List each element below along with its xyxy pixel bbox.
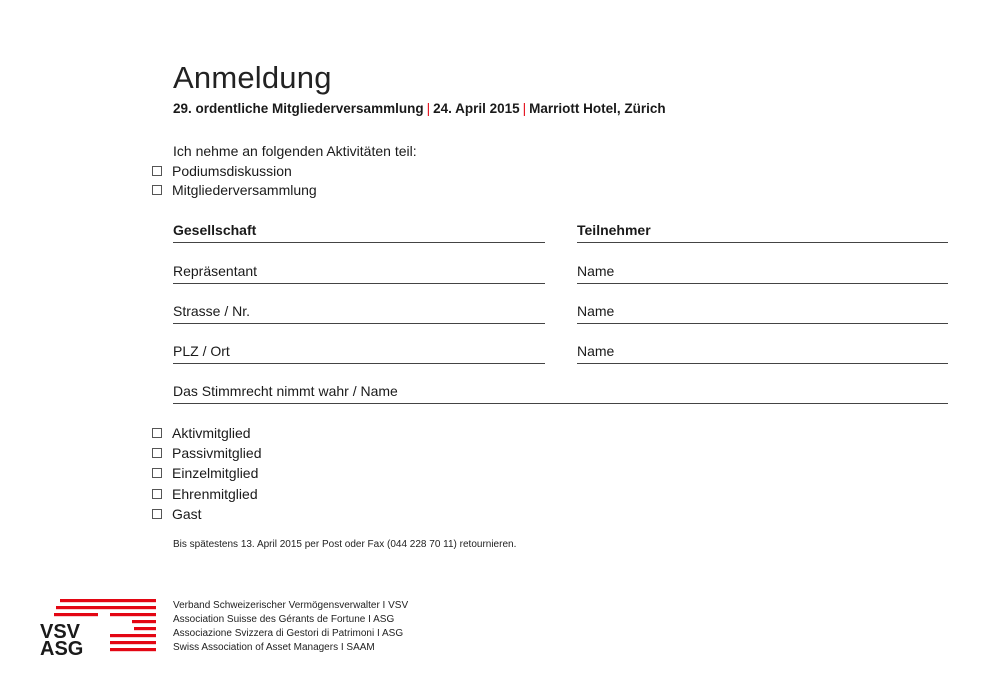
membership-option-passive[interactable] xyxy=(152,444,261,462)
checkbox[interactable] xyxy=(152,185,162,195)
event-date: 24. April 2015 xyxy=(433,101,520,116)
checkbox[interactable] xyxy=(152,489,162,499)
activities-intro: Ich nehme an folgenden Aktivitäten teil: xyxy=(173,143,417,159)
logo-text-top: VSV xyxy=(40,621,81,643)
organization-names xyxy=(173,599,408,655)
participant-name-field-3[interactable]: Name xyxy=(577,342,948,364)
separator: | xyxy=(522,101,527,116)
checkbox-label: Ehrenmitglied xyxy=(172,486,258,502)
page-title: Anmeldung xyxy=(173,60,332,95)
org-name-fr: Association Suisse des Gérants de Fortune I ASG xyxy=(173,614,395,625)
participant-heading-field[interactable]: Teilnehmer xyxy=(577,221,948,243)
separator: | xyxy=(426,101,431,116)
checkbox-label: Gast xyxy=(172,506,202,522)
event-subtitle xyxy=(173,100,666,118)
postcode-city-field[interactable]: PLZ / Ort xyxy=(173,342,545,364)
checkbox[interactable] xyxy=(152,428,162,438)
company-heading-field[interactable]: Gesellschaft xyxy=(173,221,545,243)
org-name-en: Swiss Association of Asset Managers I SAAM xyxy=(173,642,375,653)
membership-option-active[interactable] xyxy=(152,424,251,442)
vsv-asg-logo xyxy=(40,597,156,657)
return-deadline-note: Bis spätestens 13. April 2015 per Post oder Fax (044 228 70 11) retournieren. xyxy=(173,539,517,550)
checkbox[interactable] xyxy=(152,166,162,176)
street-field[interactable]: Strasse / Nr. xyxy=(173,302,545,324)
checkbox-label: Aktivmitglied xyxy=(172,425,251,441)
membership-option-individual[interactable] xyxy=(152,464,258,482)
checkbox-label: Mitgliederversammlung xyxy=(172,182,317,198)
checkbox[interactable] xyxy=(152,448,162,458)
checkbox-label: Passivmitglied xyxy=(172,445,262,461)
participant-name-field-1[interactable]: Name xyxy=(577,262,948,284)
membership-option-honorary[interactable] xyxy=(152,485,258,503)
activity-option-podium[interactable] xyxy=(152,162,292,180)
checkbox-label: Einzelmitglied xyxy=(172,465,259,481)
participant-name-field-2[interactable]: Name xyxy=(577,302,948,324)
membership-option-guest[interactable] xyxy=(152,505,202,523)
proxy-vote-field[interactable]: Das Stimmrecht nimmt wahr / Name xyxy=(173,382,948,404)
checkbox-label: Podiumsdiskussion xyxy=(172,163,292,179)
checkbox[interactable] xyxy=(152,509,162,519)
event-name: 29. ordentliche Mitgliederversammlung xyxy=(173,101,424,116)
representative-field[interactable]: Repräsentant xyxy=(173,262,545,284)
org-name-de: Verband Schweizerischer Vermögensverwalter I VSV xyxy=(173,600,409,611)
logo-text-bottom: ASG xyxy=(40,638,84,657)
org-name-it: Associazione Svizzera di Gestori di Patrimoni I ASG xyxy=(173,628,404,639)
checkbox[interactable] xyxy=(152,468,162,478)
event-venue: Marriott Hotel, Zürich xyxy=(529,101,666,116)
activity-option-assembly[interactable] xyxy=(152,181,317,199)
